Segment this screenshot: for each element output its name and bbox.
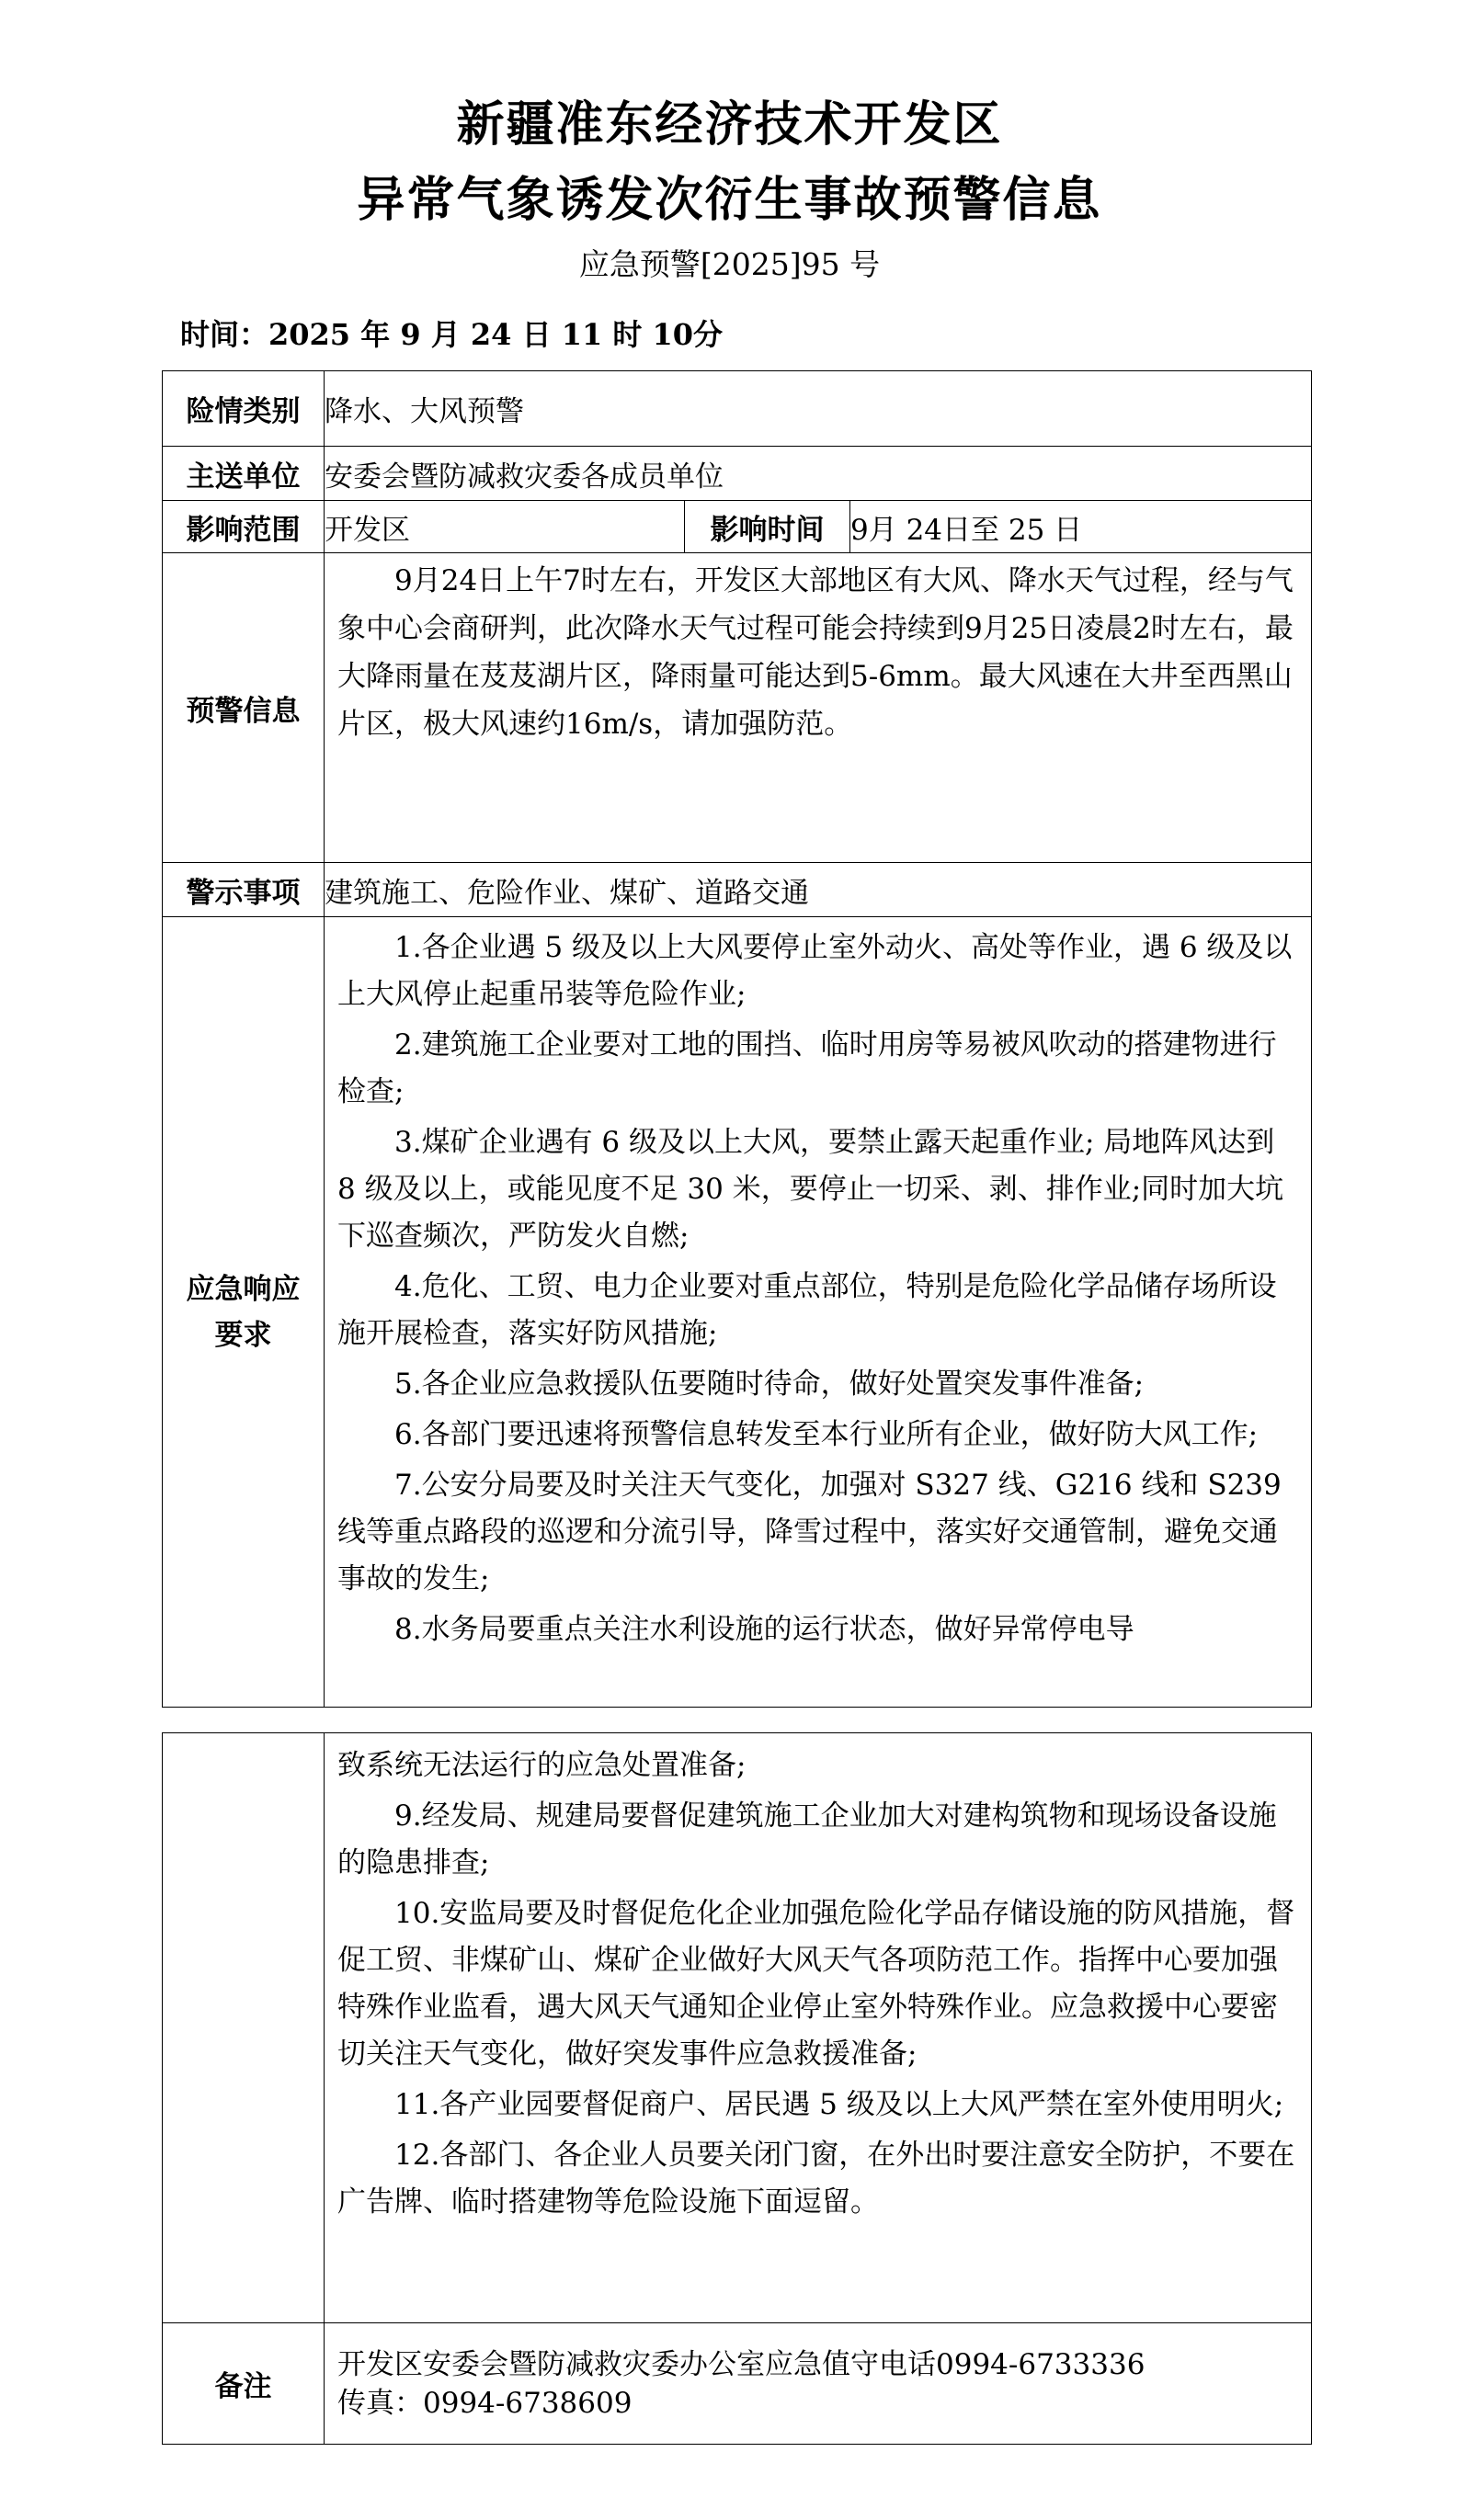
row-recipient xyxy=(163,447,1312,501)
impact-time-value: 9月 24日至 25 日 xyxy=(850,501,1312,553)
impact-time-label: 影响时间 xyxy=(685,501,850,553)
response-item-10: 10.安监局要及时督促危化企业加强危险化学品存储设施的防风措施，督促工贸、非煤矿山、煤矿企业做好大风天气各项防范工作。指挥中心要加强特殊作业监看，遇大风天气通知企业停止室外特殊作业。应急救援中心要密切关注天气变化，做好突发事件应急救援准备; xyxy=(337,1897,1295,2071)
document-number: 应急预警[2025]95 号 xyxy=(578,246,881,282)
response-item-5: 5.各企业应急救援队伍要随时待命，做好处置突发事件准备; xyxy=(394,1368,1145,1401)
scope-value: 开发区 xyxy=(325,501,685,553)
alert-items-label: 警示事项 xyxy=(163,863,325,917)
row-remarks xyxy=(163,2323,1312,2445)
remarks-phone: 开发区安委会暨防减救灾委办公室应急值守电话0994-6733336 xyxy=(337,2347,1146,2381)
remarks-value xyxy=(325,2334,1311,2434)
response-item-8: 8.水务局要重点关注水利设施的运行状态，做好异常停电导 xyxy=(394,1613,1134,1646)
response-item-7: 7.公安分局要及时关注天气变化，加强对 S327 线、G216 线和 S239 线等重点路段的巡逻和分流引导，降雪过程中，落实好交通管制，避免交通事故的发生; xyxy=(337,1469,1282,1595)
alert-items-value: 建筑施工、危险作业、煤矿、道路交通 xyxy=(325,863,1312,917)
remarks-label: 备注 xyxy=(163,2323,325,2445)
row-response-requirements xyxy=(163,917,1312,1708)
response-item-3: 3.煤矿企业遇有 6 级及以上大风，要禁止露天起重作业; 局地阵风达到 8 级及以上，或能见度不足 30 米，要停止一切采、剥、排作业;同时加大坑下巡查频次，严防发火自燃; xyxy=(337,1126,1284,1253)
warning-table-part2 xyxy=(162,1732,1312,2445)
row-scope-time xyxy=(163,501,1312,553)
response-item-4: 4.危化、工贸、电力企业要对重点部位，特别是危险化学品储存场所设施开展检查，落实好防风措施; xyxy=(337,1270,1277,1350)
risk-type-value: 降水、大风预警 xyxy=(325,371,1312,447)
recipient-value: 安委会暨防减救灾委各成员单位 xyxy=(325,447,1312,501)
response-item-8-continuation: 致系统无法运行的应急处置准备; xyxy=(337,1749,747,1782)
response-item-6: 6.各部门要迅速将预警信息转发至本行业所有企业，做好防大风工作; xyxy=(394,1418,1259,1451)
warning-table-part1 xyxy=(162,370,1312,1708)
document-title-line1: 新疆准东经济技术开发区 xyxy=(456,97,1003,153)
response-item-2: 2.建筑施工企业要对工地的围挡、临时用房等易被风吹动的搭建物进行检查; xyxy=(337,1028,1277,1108)
response-item-12: 12.各部门、各企业人员要关闭门窗，在外出时要注意安全防护，不要在广告牌、临时搭建物等危险设施下面逗留。 xyxy=(337,2139,1295,2219)
response-label-continued xyxy=(163,1733,325,2323)
document-title-line2: 异常气象诱发次衍生事故预警信息 xyxy=(357,173,1102,228)
risk-type-label: 险情类别 xyxy=(163,371,325,447)
warning-info-text: 9月24日上午7时左右，开发区大部地区有大风、降水天气过程，经与气象中心会商研判，此次降水天气过程可能会持续到9月25日凌晨2时左右，最大降雨量在芨芨湖片区，降雨量可能达到5-6mm。最大风速在大井至西黑山片区，极大风速约16m/s，请加强防范。 xyxy=(337,564,1294,741)
response-item-9: 9.经发局、规建局要督促建筑施工企业加大对建构筑物和现场设备设施的隐患排查; xyxy=(337,1799,1277,1879)
response-item-1: 1.各企业遇 5 级及以上大风要停止室外动火、高处等作业，遇 6 级及以上大风停止起重吊装等危险作业; xyxy=(337,931,1293,1011)
warning-info-label: 预警信息 xyxy=(163,553,325,863)
row-alert-items xyxy=(163,863,1312,917)
response-label: 应急响应要求 xyxy=(163,917,325,1708)
row-response-continued xyxy=(163,1733,1312,2323)
response-item-11: 11.各产业园要督促商户、居民遇 5 级及以上大风严禁在室外使用明火; xyxy=(394,2088,1284,2121)
issue-time: 时间：2025 年 9 月 24 日 11 时 10分 xyxy=(180,317,724,352)
scope-label: 影响范围 xyxy=(163,501,325,553)
row-risk-type xyxy=(163,371,1312,447)
recipient-label: 主送单位 xyxy=(163,447,325,501)
row-warning-info xyxy=(163,553,1312,863)
remarks-fax: 传真：0994-6738609 xyxy=(337,2386,633,2420)
